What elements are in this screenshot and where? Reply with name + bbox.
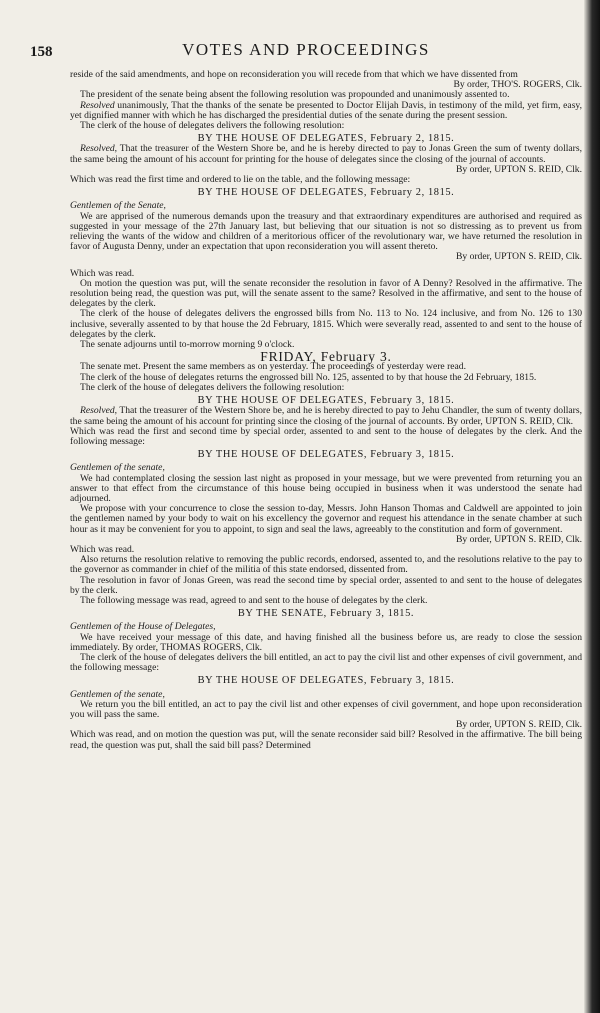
paragraph: We have received your message of this date, and having finished all the business before us, are ready to close the session immediately. By order, THOMAS ROGERS, Clk. (70, 631, 582, 653)
paragraph-text: unanimously, That the thanks of the senate be presented to Doctor Elijah Davis, in testimony of the mild, yet firm, easy, yet dignified manner with which he has discharged the presidential duties of the senate during the present session. (70, 99, 582, 121)
paragraph (70, 144, 582, 164)
section-heading: BY THE SENATE, February 3, 1815. (237, 608, 415, 620)
paragraph: The clerk of the house of delegates delivers the bill entitled, an act to pay the civil list and other expenses of civil government, and the following message: (70, 651, 582, 674)
resolved-lead: Resolved, (80, 143, 118, 155)
salutation: Gentlemen of the senate, (70, 462, 165, 474)
paragraph: Which was read. (70, 267, 135, 279)
page-header (30, 38, 582, 62)
paragraph (70, 101, 582, 121)
page-edge-shadow (584, 0, 600, 1013)
running-title: VOTES AND PROCEEDINGS (182, 40, 430, 59)
paragraph: We are apprised of the numerous demands upon the treasury and that extraordinary expenditures are authorised and required as suggested in your message of the 27th January last, but believing that our situation is not so distressing as to prevent us from relieving the wants of the widow and children of a meritorious officer of the revolutionary war, we have returned the resolution in favor of Augusta Denny, under an expectation that upon reconsideration you will assent thereto. (70, 210, 582, 253)
section-heading: BY THE HOUSE OF DELEGATES, February 2, 1815. (197, 133, 455, 145)
salutation: Gentlemen of the senate, (70, 688, 165, 700)
section-heading: BY THE HOUSE OF DELEGATES, February 2, 1815. (197, 187, 455, 199)
paragraph-text: That the treasurer of the Western Shore be, and he is hereby directed to pay to Jehu Chandler, the sum of twenty dollars, the same being the amount of his account for printing since the closing of the journal of accounts. By order, UPTON S. REID, Clk. (70, 405, 582, 427)
paragraph: We had contemplated closing the session last night as proposed in your message, but we were prevented from returning you an answer to that effect from the circumstance of this house being occupied in business when it was understood the senate had adjourned. (70, 472, 582, 504)
paragraph: Also returns the resolution relative to removing the public records, endorsed, assented to, and the resolutions relative to the pay to the governor as commander in chief of the militia of this state endorsed, dissented from. (70, 554, 582, 576)
resolved-lead: Resolved (80, 99, 115, 111)
paragraph: The following message was read, agreed to and sent to the house of delegates by the clerk. (80, 594, 428, 606)
paragraph (70, 406, 582, 426)
paragraph: reside of the said amendments, and hope on reconsideration you will recede from that which we have dissented from (70, 69, 518, 80)
paragraph: The clerk of the house of delegates delivers the engrossed bills from No. 113 to No. 124 inclusive, and from No. 126 to 130 inclusive, severally assented to by that house the 2d February, 1815. Which were severally read, assented to and sent to the house of delegates by the clerk. (70, 308, 582, 340)
paragraph: The clerk of the house of delegates delivers the following resolution: (80, 120, 345, 132)
paragraph: The senate met. Present the same members as on yesterday. The proceedings of yesterday were read. (80, 361, 466, 373)
paragraph: The senate adjourns until to-morrow morning 9 o'clock. (80, 339, 295, 351)
salutation: Gentlemen of the House of Delegates, (70, 621, 216, 633)
paragraph: Which was read the first time and ordered to lie on the table, and the following message: (70, 174, 411, 186)
paragraph: The clerk of the house of delegates delivers the following resolution: (80, 381, 345, 393)
signature-line: By order, THO'S. ROGERS, Clk. (453, 79, 582, 91)
paragraph-text: That the treasurer of the Western Shore be, and he is hereby directed to pay to Jonas Green the sum of twenty dollars, the same being the amount of his account for printing for the house of delegates since the closing of the journal of accounts. (70, 143, 582, 165)
section-heading: BY THE HOUSE OF DELEGATES, February 3, 1815. (197, 395, 455, 407)
signature-line: By order, UPTON S. REID, Clk. (455, 533, 582, 545)
paragraph: Which was read, and on motion the question was put, will the senate reconsider said bill? Resolved in the affirmative. The bill being read, the question was put, shall the said bill pass? Determined (70, 729, 582, 751)
section-heading: BY THE HOUSE OF DELEGATES, February 3, 1815. (197, 675, 455, 687)
paragraph: We propose with your concurrence to close the session to-day, Messrs. John Hanson Thomas and Caldwell are appointed to join the gentlemen named by your body to wait on his excellency the governor and request his attendance in the senate chamber at such hour as it may be convenient for you to appoint, to sign and seal the laws, agreeably to the constitution and form of government. (70, 503, 582, 535)
paragraph: Which was read the first and second time by special order, assented to and sent to the house of delegates by the clerk. And the following message: (70, 425, 582, 447)
paragraph: The resolution in favor of Jonas Green, was read the second time by special order, assented to and sent to the house of delegates by the clerk. (70, 574, 582, 596)
body-text (70, 70, 582, 751)
day-heading: FRIDAY, February 3. (260, 349, 392, 365)
section-heading: BY THE HOUSE OF DELEGATES, February 3, 1815. (197, 449, 455, 461)
page-number: 158 (30, 44, 53, 60)
signature-line: By order, UPTON S. REID, Clk. (455, 719, 582, 731)
salutation: Gentlemen of the Senate, (70, 200, 166, 212)
signature-line: By order, UPTON S. REID, Clk. (455, 251, 582, 263)
paragraph: The clerk of the house of delegates returns the engrossed bill No. 125, assented to by that house the 2d February, 1815. (80, 371, 537, 383)
paragraph: On motion the question was put, will the senate reconsider the resolution in favor of A Denny? Resolved in the affirmative. The resolution being read, the question was put, will the senate assent to the same? Resolved in the affirmative, and sent to the house of delegates by the clerk. (70, 277, 582, 310)
paragraph: The president of the senate being absent the following resolution was propounded and unanimously assented to. (80, 89, 510, 101)
paragraph: We return you the bill entitled, an act to pay the civil list and other expenses of civil government, and hope upon reconsideration you will pass the same. (70, 698, 582, 720)
paragraph: Which was read. (70, 543, 135, 555)
signature-line: By order, UPTON S. REID, Clk. (455, 163, 582, 175)
resolved-lead: Resolved, (80, 405, 118, 417)
